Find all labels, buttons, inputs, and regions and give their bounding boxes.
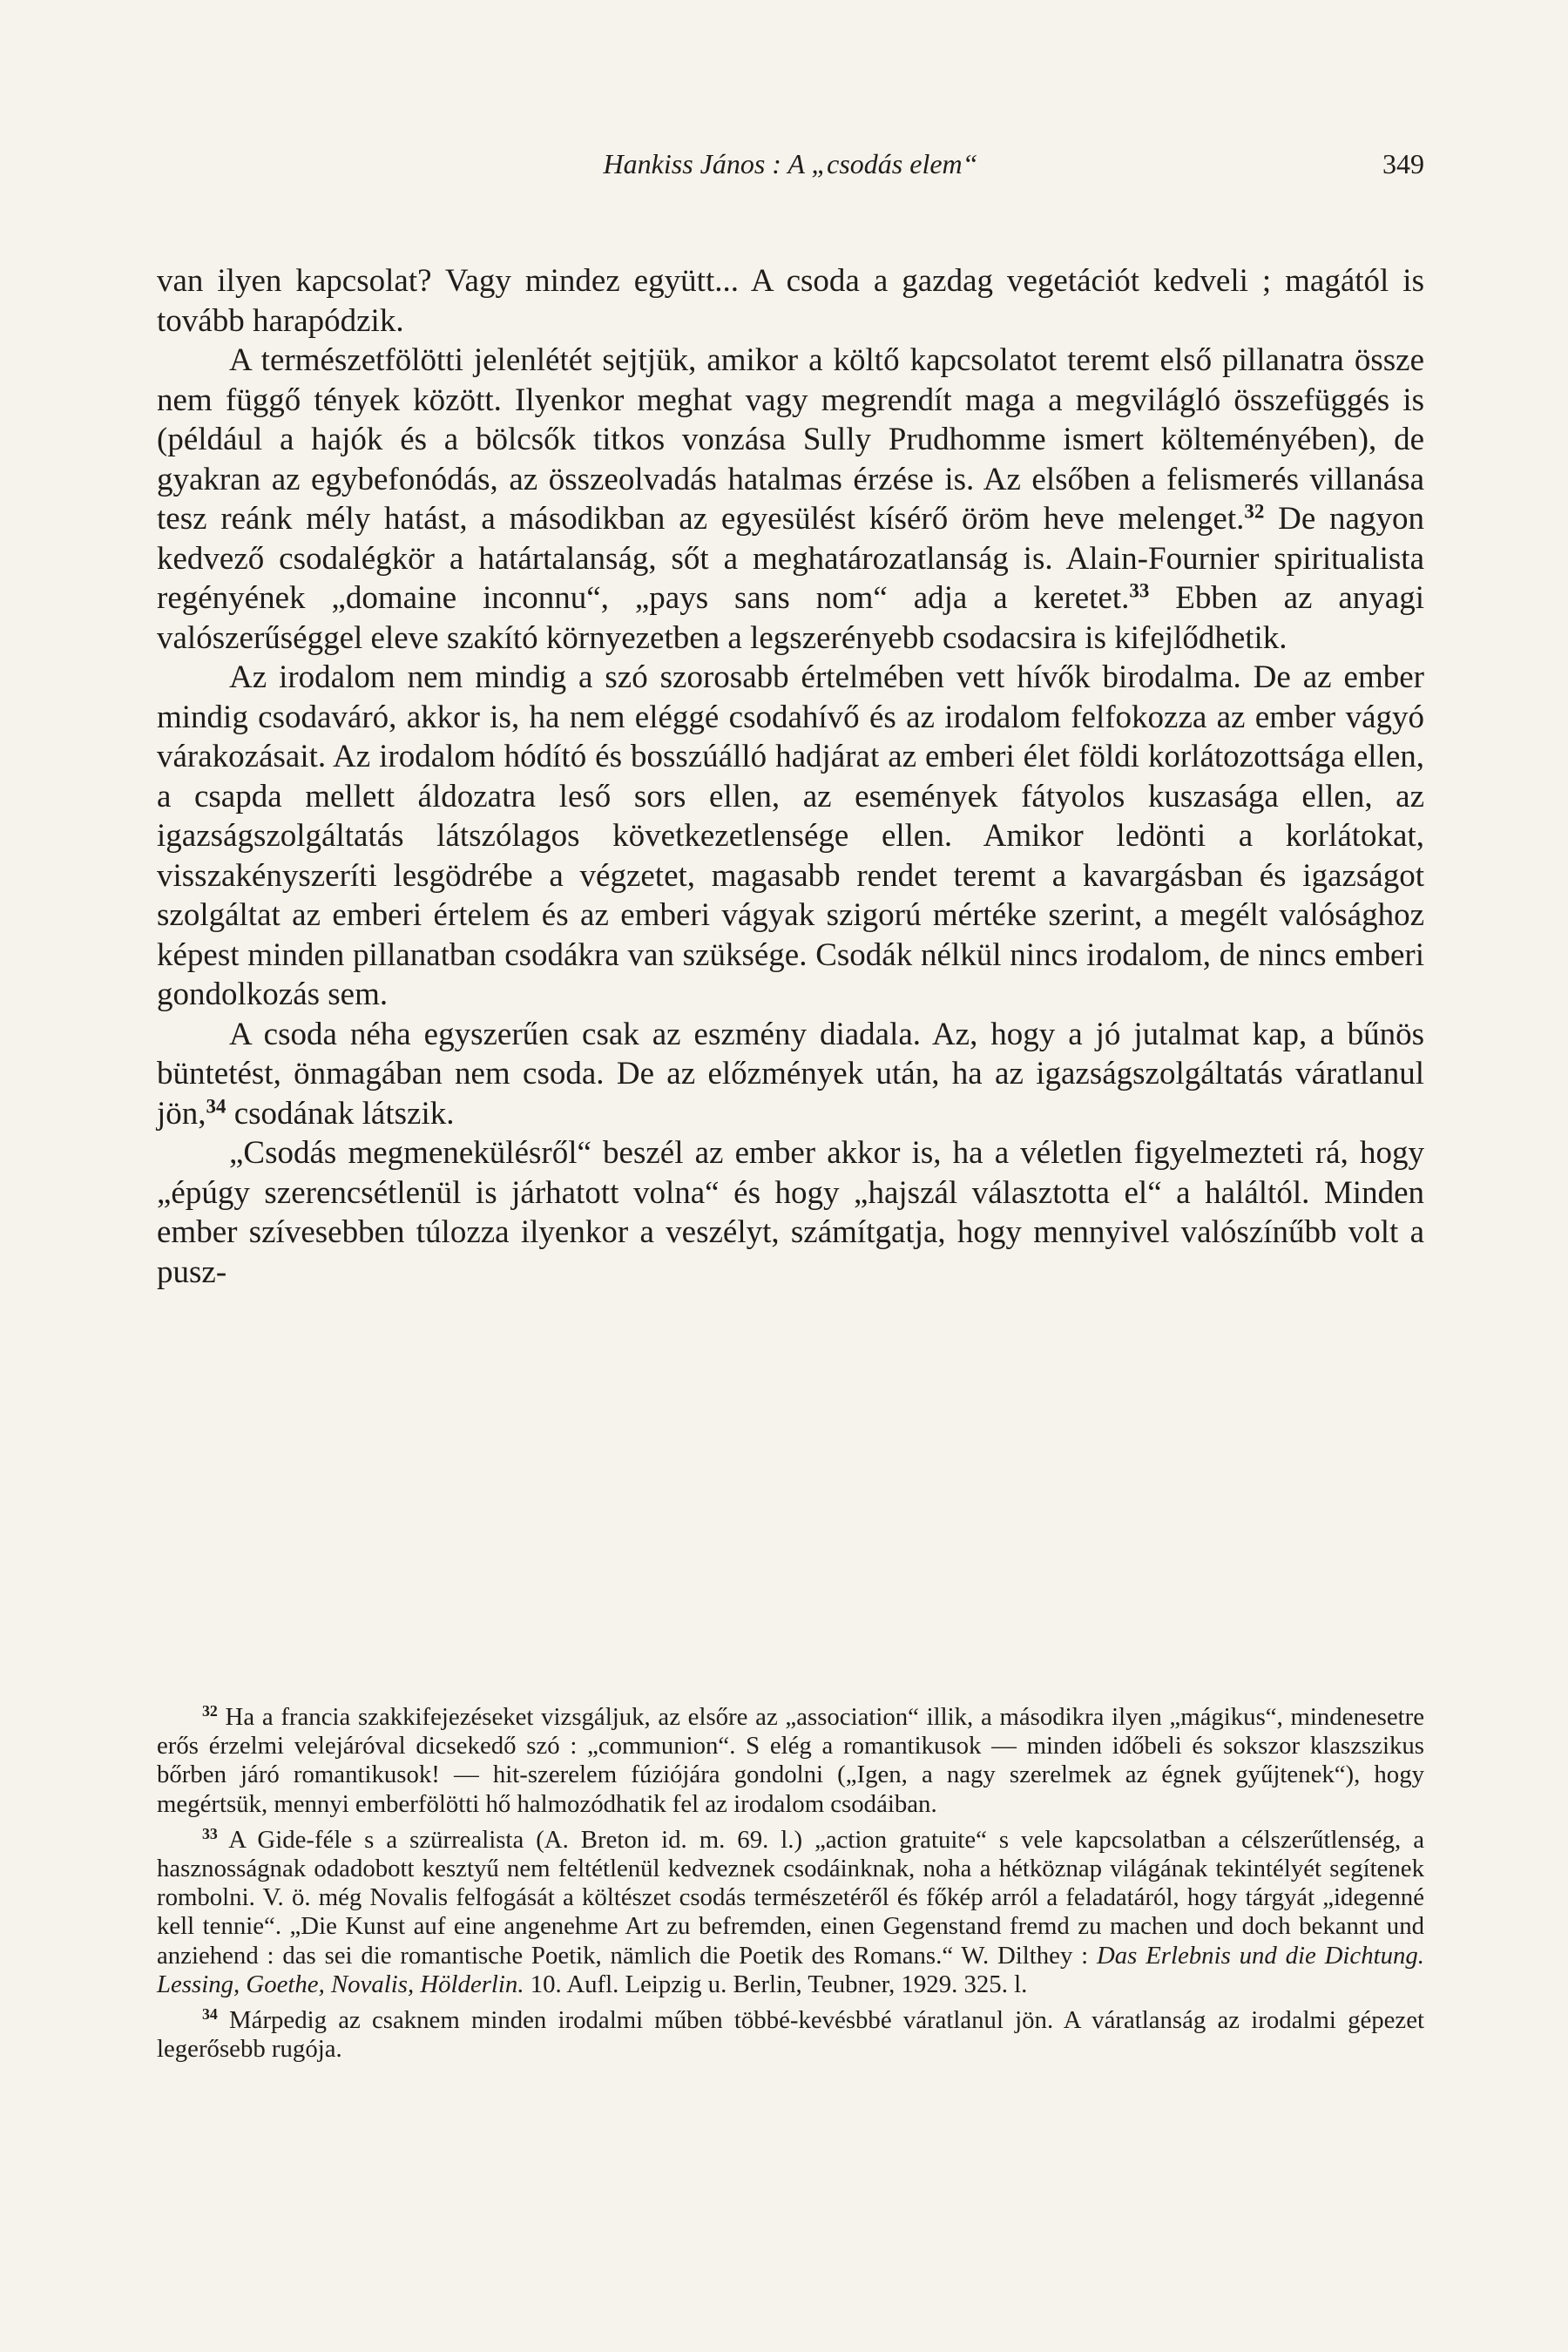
footnote-ref: 32 <box>1244 500 1265 523</box>
page-number: 349 <box>1382 148 1424 179</box>
text-run: A természetfölötti jelenlétét sejtjük, amikor a költő kapcsolatot teremt első pillanatra össze nem függő tények között. Ilyenkor meghat vagy megrendít maga a megvilágló összefüggés is (például a hajók és a bölcsők titkos vonzása Sully Prudhomme ismert költeményében), de gyakran az egybefonódás, az összeolvadás hatalmas érzése is. Az elsőben a felismerés villanása tesz reánk mély hatást, a másodikban az egyesülést kísérő öröm heve melenget. <box>157 342 1424 537</box>
text-run: Az irodalom nem mindig a szó szorosabb értelmében vett hívők birodalma. De az ember mindig csodaváró, akkor is, ha nem eléggé csodahívő és az irodalom felfokozza az ember vágyó várakozásait. Az irodalom hódító és bosszúálló hadjárat az emberi élet földi korlátozottsága ellen, a csapda mellett áldozatra leső sors ellen, az események fátyolos kuszasága ellen, az igazságszolgáltatás látszólagos következetlensége ellen. Amikor ledönti a korlátokat, visszakényszeríti lesgödrébe a végzetet, magasabb rendet teremt a kavargásban és igazságot szolgáltat az emberi értelem és az emberi vágyak szigorú mértéke szerint, a megélt valósághoz képest minden pillanatban csodákra van szüksége. Csodák nélkül nincs irodalom, de nincs emberi gondolkozás sem. <box>157 659 1424 1012</box>
running-header <box>157 148 1424 200</box>
text-run: De nagyon kedvező csodalégkör a határtalanság, sőt a meghatározatlanság is. Alain-Fournier spiritualista regényének „domaine inconnu“, „pays sans nom“ adja a keretet. <box>157 501 1424 616</box>
paragraph <box>157 341 1424 658</box>
footnote-number: 34 <box>202 2005 218 2024</box>
paragraph <box>157 261 1424 341</box>
footnote <box>157 2006 1424 2064</box>
text-run: csodának látszik. <box>226 1095 455 1132</box>
footnote-number: 32 <box>202 1702 218 1720</box>
text-run: van ilyen kapcsolat? Vagy mindez együtt... A csoda a gazdag vegetációt kedveli ; magától is tovább harapódzik. <box>157 263 1424 339</box>
footnote-number: 33 <box>202 1825 218 1842</box>
footnotes <box>157 1703 1424 2071</box>
text-run: Ebben az anyagi valószerűséggel eleve szakító környezetben a legszerényebb csodacsira is kifejlődhetik. <box>157 580 1424 656</box>
body-text <box>157 261 1424 1292</box>
paragraph <box>157 1015 1424 1134</box>
footnote-ref: 34 <box>206 1094 226 1117</box>
text-run: 10. Aufl. Leipzig u. Berlin, Teubner, 1929. 325. l. <box>524 1970 1028 1998</box>
text-run: Márpedig az csaknem minden irodalmi műben többé-kevésbbé váratlanul jön. A váratlanság az irodalmi gépezet legerősebb rugója. <box>157 2006 1424 2064</box>
italic-title: Das Erlebnis und die Dichtung. Lessing, Goethe, Novalis, Hölderlin. <box>157 1941 1424 1998</box>
text-run: Ha a francia szakkifejezéseket vizsgáljuk, az elsőre az „association“ illik, a másodikra ilyen „mágikus“, mindenesetre erős érzelmi velejáróval dicsekedő szó : „communion“. S elég a romantikusok — minden időbeli és sokszor klaszszikus bőrben járó romantikusok! — hit-szerelem fúziójára gondolni („Igen, a nagy szerelmek az égnek gyűjtenek“), hogy megértsük, mennyi emberfölötti hő halmozódhatik fel az irodalom csodáiban. <box>157 1703 1424 1818</box>
text-run: „Csodás megmenekülésről“ beszél az ember akkor is, ha a véletlen figyelmezteti rá, hogy „épúgy szerencsétlenül is járhatott volna“ és hogy „hajszál választotta el“ a haláltól. Minden ember szívesebben túlozza ilyenkor a veszélyt, számítgatja, hogy mennyivel valószínűbb volt a pusz- <box>157 1135 1424 1290</box>
footnote <box>157 1703 1424 1819</box>
text-run: A Gide-féle s a szürrealista (A. Breton id. m. 69. l.) „action gratuite“ s vele kapcsolatban a célszerűtlenség, a hasznosságnak odadobott kesztyű nem feltétlenül kedveznek csodáinknak, noha a hétköznap világának tekintélyét segítenek rombolni. V. ö. még Novalis felfogását a költészet csodás természetéről és főkép arról a feladatáról, hogy tárgyát „idegenné kell tennie“. „Die Kunst auf eine angenehme Art zu befremden, einen Gegenstand fremd zu machen und doch bekannt und anziehend : das sei die romantische Poetik, nämlich die Poetik des Romans.“ W. Dilthey : <box>157 1825 1424 1970</box>
footnote <box>157 1826 1424 1999</box>
paragraph <box>157 1133 1424 1292</box>
running-title: Hankiss János : A „csodás elem“ <box>603 148 978 179</box>
text-run: A csoda néha egyszerűen csak az eszmény diadala. Az, hogy a jó jutalmat kap, a bűnös büntetést, önmagában nem csoda. De az előzmények után, ha az igazságszolgáltatás váratlanul jön, <box>157 1016 1424 1132</box>
paragraph <box>157 658 1424 1015</box>
footnote-ref: 33 <box>1129 579 1150 602</box>
